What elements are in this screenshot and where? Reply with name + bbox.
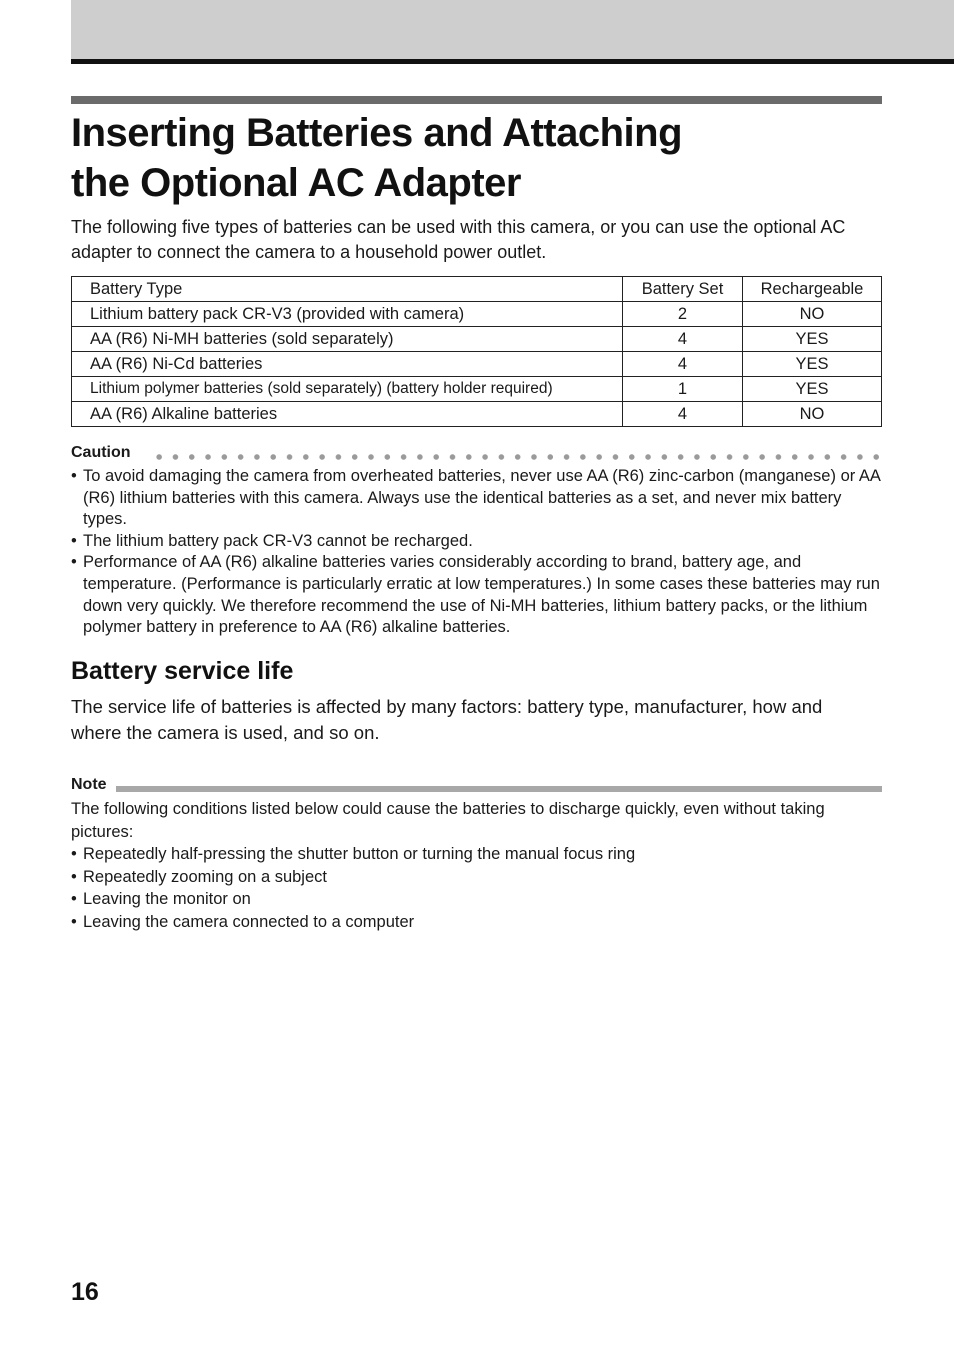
header-rechargeable: Rechargeable <box>743 277 882 302</box>
caution-list <box>71 466 882 639</box>
caution-item-text: To avoid damaging the camera from overheated batteries, never use AA (R6) zinc-carbon (manganese) or AA (R6) lithium batteries with this camera. Always use the identical batteries as a set, and never mix battery types. <box>83 467 881 529</box>
cell-battery-type: AA (R6) Ni-Cd batteries <box>72 352 623 377</box>
table-row <box>72 352 882 377</box>
note-text: The following conditions listed below could cause the batteries to discharge quickly, even without taking pictures: <box>71 800 825 841</box>
page-title-line-1: Inserting Batteries and Attaching <box>71 111 682 155</box>
note-list <box>71 843 882 933</box>
cell-rechargeable: YES <box>743 377 882 402</box>
page-number: 16 <box>71 1278 99 1306</box>
list-item <box>71 866 882 889</box>
bullet: • <box>71 467 77 485</box>
note-rule <box>116 786 882 792</box>
note-item-text: Leaving the monitor on <box>83 890 251 908</box>
page-title-line-2: the Optional AC Adapter <box>71 161 521 205</box>
note-item-text: Repeatedly zooming on a subject <box>83 867 327 886</box>
list-item <box>71 888 882 911</box>
note-item-text: Leaving the camera connected to a computer <box>83 912 415 931</box>
bullet: • <box>71 531 77 550</box>
table-row <box>72 302 882 327</box>
table-row <box>72 402 882 427</box>
header-battery-type: Battery Type <box>72 277 623 302</box>
cell-rechargeable: YES <box>743 327 882 352</box>
list-item <box>71 911 882 934</box>
list-item <box>71 552 882 638</box>
header-band <box>71 0 954 59</box>
cell-rechargeable: YES <box>743 352 882 377</box>
table-header-row <box>72 277 882 302</box>
cell-rechargeable: NO <box>743 402 882 427</box>
caution-item-text: The lithium battery pack CR-V3 cannot be recharged. <box>83 531 473 550</box>
bullet: • <box>71 867 77 886</box>
caution-item-text: Performance of AA (R6) alkaline batteries varies considerably according to brand, battery age, and temperature. (Performance is particularly erratic at low temperatures.) In some cases these batteries may run down very quickly. We therefore recommend the use of Ni-MH batteries, lithium battery packs, or the lithium polymer battery in preference to AA (R6) alkaline batteries. <box>83 553 880 637</box>
header-battery-set: Battery Set <box>623 277 743 302</box>
title-rule <box>71 96 882 104</box>
cell-battery-type: AA (R6) Ni-MH batteries (sold separately) <box>72 327 623 352</box>
cell-battery-set: 4 <box>623 327 743 352</box>
cell-battery-set: 2 <box>623 302 743 327</box>
caution-header <box>71 444 882 464</box>
note-body <box>71 798 882 933</box>
section-heading-battery-service-life: Battery service life <box>71 657 294 685</box>
cell-battery-set: 1 <box>623 377 743 402</box>
caution-dotted-rule <box>151 454 882 460</box>
note-item-text: Repeatedly half-pressing the shutter button or turning the manual focus ring <box>83 845 636 863</box>
intro-paragraph: The following five types of batteries can be used with this camera, or you can use the optional AC adapter to connect the camera to a household power outlet. <box>71 217 846 262</box>
table-row <box>72 377 882 402</box>
battery-type-table <box>71 276 882 427</box>
list-item <box>71 466 882 531</box>
bullet: • <box>71 912 77 931</box>
table-row <box>72 327 882 352</box>
list-item <box>71 843 882 866</box>
bullet: • <box>71 845 77 863</box>
cell-battery-type: AA (R6) Alkaline batteries <box>72 402 623 427</box>
header-rule <box>71 59 954 64</box>
page-title <box>71 108 682 208</box>
bullet: • <box>71 553 77 572</box>
note-header <box>71 776 882 796</box>
cell-battery-set: 4 <box>623 402 743 427</box>
cell-rechargeable: NO <box>743 302 882 327</box>
service-life-paragraph: The service life of batteries is affected by many factors: battery type, manufacturer, how and where the camera is used, and so on. <box>71 696 823 743</box>
list-item <box>71 531 882 553</box>
caution-heading: Caution <box>71 444 139 461</box>
cell-battery-type: Lithium battery pack CR-V3 (provided with camera) <box>72 302 623 327</box>
note-heading: Note <box>71 776 107 793</box>
bullet: • <box>71 890 77 908</box>
cell-battery-set: 4 <box>623 352 743 377</box>
cell-battery-type: Lithium polymer batteries (sold separately) (battery holder required) <box>72 377 623 402</box>
